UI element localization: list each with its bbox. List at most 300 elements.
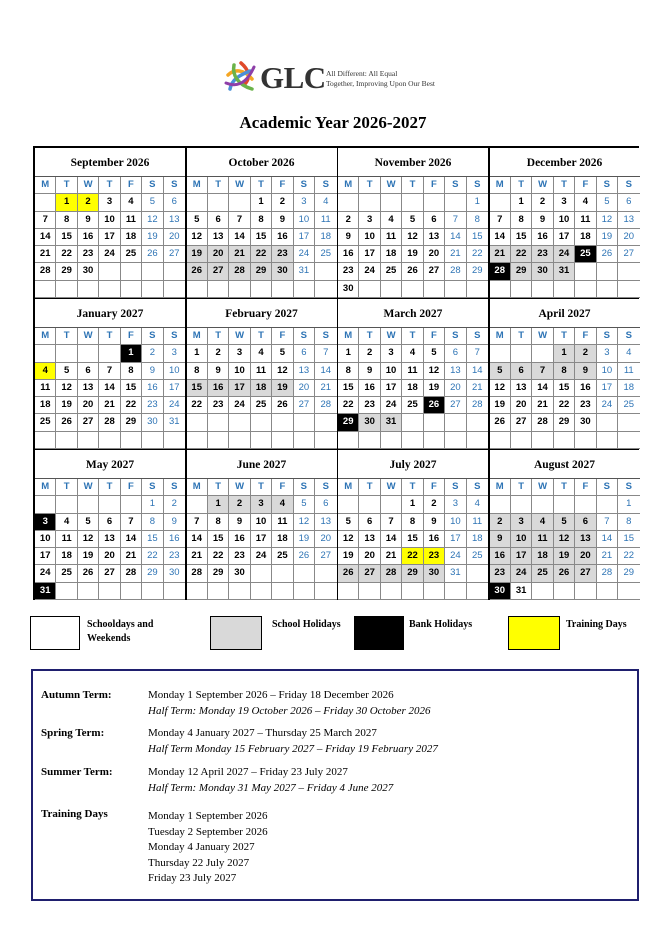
empty-cell xyxy=(251,565,272,582)
weekday-header: S xyxy=(294,177,315,194)
day-cell: 11 xyxy=(381,229,402,246)
day-cell: 8 xyxy=(467,212,488,229)
empty-cell xyxy=(99,583,120,600)
day-cell: 1 xyxy=(187,345,208,362)
empty-cell xyxy=(467,414,488,431)
day-cell: 23 xyxy=(208,397,229,414)
empty-cell xyxy=(78,583,99,600)
day-cell: 30 xyxy=(272,263,293,280)
empty-cell xyxy=(359,496,380,513)
day-cell: 3 xyxy=(229,345,250,362)
weekday-header: S xyxy=(445,177,466,194)
month-name: September 2026 xyxy=(70,157,150,169)
day-cell: 13 xyxy=(359,531,380,548)
weekday-header: M xyxy=(187,328,208,345)
empty-cell xyxy=(272,565,293,582)
day-cell: 3 xyxy=(35,514,56,531)
training-day: Tuesday 2 September 2026 xyxy=(148,825,268,838)
day-cell: 18 xyxy=(467,531,488,548)
training-day: Monday 4 January 2027 xyxy=(148,841,255,853)
day-cell: 6 xyxy=(511,363,532,380)
month-day-grid xyxy=(338,478,488,600)
day-cell: 29 xyxy=(402,565,423,582)
day-cell: 15 xyxy=(618,531,639,548)
day-cell: 25 xyxy=(121,246,142,263)
day-cell: 2 xyxy=(575,345,596,362)
weekday-header: F xyxy=(575,177,596,194)
empty-cell xyxy=(532,432,553,449)
day-cell: 27 xyxy=(78,414,99,431)
empty-cell xyxy=(251,414,272,431)
day-cell: 14 xyxy=(187,531,208,548)
empty-cell xyxy=(424,281,445,298)
month-calendar xyxy=(187,450,337,599)
empty-cell xyxy=(121,583,142,600)
day-cell: 9 xyxy=(142,363,163,380)
day-cell: 15 xyxy=(402,531,423,548)
day-cell: 16 xyxy=(359,380,380,397)
day-cell: 3 xyxy=(359,212,380,229)
day-cell: 30 xyxy=(532,263,553,280)
day-cell: 15 xyxy=(56,229,77,246)
weekday-header: W xyxy=(532,177,553,194)
day-cell: 12 xyxy=(294,514,315,531)
day-cell: 8 xyxy=(56,212,77,229)
weekday-header: F xyxy=(575,328,596,345)
weekday-header: S xyxy=(294,328,315,345)
empty-cell xyxy=(467,432,488,449)
weekday-header: T xyxy=(359,479,380,496)
day-cell: 2 xyxy=(490,514,511,531)
day-cell: 21 xyxy=(445,246,466,263)
month-calendar xyxy=(35,148,185,297)
day-cell: 19 xyxy=(490,397,511,414)
summer-term-label: Summer Term: xyxy=(41,766,113,778)
day-cell: 26 xyxy=(424,397,445,414)
day-cell: 24 xyxy=(229,397,250,414)
empty-cell xyxy=(187,583,208,600)
day-cell: 5 xyxy=(490,363,511,380)
day-cell: 21 xyxy=(229,246,250,263)
autumn-term-dates: Monday 1 September 2026 – Friday 18 December 2026 Half Term: Monday 19 October 2026 – Friday 30 October 2026 xyxy=(148,689,431,717)
day-cell: 22 xyxy=(251,246,272,263)
day-cell: 8 xyxy=(554,363,575,380)
empty-cell xyxy=(402,583,423,600)
day-cell: 11 xyxy=(121,212,142,229)
day-cell: 24 xyxy=(511,565,532,582)
day-cell: 15 xyxy=(187,380,208,397)
month-day-grid xyxy=(490,327,640,449)
day-cell: 23 xyxy=(532,246,553,263)
empty-cell xyxy=(575,263,596,280)
weekday-header: S xyxy=(445,328,466,345)
empty-cell xyxy=(490,432,511,449)
weekday-header: S xyxy=(164,328,185,345)
legend-swatch-training-days xyxy=(508,616,560,650)
day-cell: 11 xyxy=(575,212,596,229)
day-cell: 7 xyxy=(315,345,336,362)
month-day-grid xyxy=(490,478,640,600)
day-cell: 29 xyxy=(121,414,142,431)
day-cell: 25 xyxy=(381,263,402,280)
empty-cell xyxy=(35,345,56,362)
day-cell: 16 xyxy=(78,229,99,246)
empty-cell xyxy=(597,263,618,280)
day-cell: 17 xyxy=(99,229,120,246)
day-cell: 12 xyxy=(56,380,77,397)
weekday-header: W xyxy=(229,479,250,496)
day-cell: 30 xyxy=(424,565,445,582)
day-cell: 24 xyxy=(35,565,56,582)
day-cell: 8 xyxy=(618,514,639,531)
day-cell: 16 xyxy=(490,548,511,565)
day-cell: 4 xyxy=(35,363,56,380)
weekday-header: W xyxy=(229,177,250,194)
weekday-header: T xyxy=(554,177,575,194)
day-cell: 19 xyxy=(142,229,163,246)
training-day: Monday 1 September 2026 xyxy=(148,810,268,822)
day-cell: 1 xyxy=(402,496,423,513)
weekday-header: W xyxy=(229,328,250,345)
day-cell: 6 xyxy=(99,514,120,531)
weekday-header: S xyxy=(618,479,639,496)
day-cell: 30 xyxy=(142,414,163,431)
empty-cell xyxy=(315,432,336,449)
day-cell: 16 xyxy=(164,531,185,548)
month-name: December 2026 xyxy=(526,157,603,169)
weekday-header: T xyxy=(208,479,229,496)
day-cell: 5 xyxy=(78,514,99,531)
day-cell: 24 xyxy=(554,246,575,263)
empty-cell xyxy=(597,496,618,513)
day-cell: 18 xyxy=(532,548,553,565)
weekday-header: T xyxy=(99,177,120,194)
empty-cell xyxy=(315,281,336,298)
day-cell: 31 xyxy=(294,263,315,280)
day-cell: 30 xyxy=(164,565,185,582)
empty-cell xyxy=(467,583,488,600)
empty-cell xyxy=(554,583,575,600)
day-cell: 13 xyxy=(164,212,185,229)
day-cell: 12 xyxy=(78,531,99,548)
day-cell: 7 xyxy=(597,514,618,531)
day-cell: 23 xyxy=(490,565,511,582)
day-cell: 26 xyxy=(338,565,359,582)
weekday-header: F xyxy=(424,479,445,496)
day-cell: 26 xyxy=(56,414,77,431)
empty-cell xyxy=(445,414,466,431)
day-cell: 4 xyxy=(272,496,293,513)
day-cell: 21 xyxy=(532,397,553,414)
weekday-header: S xyxy=(315,479,336,496)
month-calendar xyxy=(338,148,488,297)
day-cell: 6 xyxy=(294,345,315,362)
day-cell: 22 xyxy=(338,397,359,414)
day-cell: 6 xyxy=(445,345,466,362)
empty-cell xyxy=(142,263,163,280)
empty-cell xyxy=(597,281,618,298)
day-cell: 5 xyxy=(424,345,445,362)
weekday-header: F xyxy=(121,328,142,345)
empty-cell xyxy=(618,432,639,449)
empty-cell xyxy=(272,281,293,298)
empty-cell xyxy=(532,583,553,600)
day-cell: 15 xyxy=(142,531,163,548)
weekday-header: F xyxy=(272,328,293,345)
day-cell: 24 xyxy=(164,397,185,414)
day-cell: 24 xyxy=(381,397,402,414)
day-cell: 22 xyxy=(208,548,229,565)
weekday-header: F xyxy=(424,328,445,345)
weekday-header: F xyxy=(121,479,142,496)
month-day-grid xyxy=(35,176,185,298)
empty-cell xyxy=(99,432,120,449)
empty-cell xyxy=(424,432,445,449)
weekday-header: M xyxy=(35,479,56,496)
day-cell: 13 xyxy=(424,229,445,246)
day-cell: 24 xyxy=(99,246,120,263)
day-cell: 18 xyxy=(56,548,77,565)
day-cell: 16 xyxy=(208,380,229,397)
day-cell: 20 xyxy=(511,397,532,414)
day-cell: 27 xyxy=(359,565,380,582)
day-cell: 11 xyxy=(467,514,488,531)
weekday-header: S xyxy=(445,479,466,496)
empty-cell xyxy=(164,432,185,449)
empty-cell xyxy=(294,414,315,431)
day-cell: 5 xyxy=(597,194,618,211)
month-name: April 2027 xyxy=(538,308,591,320)
month-name: October 2026 xyxy=(228,157,295,169)
day-cell: 8 xyxy=(208,514,229,531)
day-cell: 26 xyxy=(554,565,575,582)
empty-cell xyxy=(315,263,336,280)
day-cell: 11 xyxy=(402,363,423,380)
day-cell: 3 xyxy=(251,496,272,513)
empty-cell xyxy=(618,263,639,280)
day-cell: 17 xyxy=(511,548,532,565)
day-cell: 13 xyxy=(618,212,639,229)
empty-cell xyxy=(381,432,402,449)
day-cell: 12 xyxy=(554,531,575,548)
day-cell: 4 xyxy=(575,194,596,211)
day-cell: 27 xyxy=(424,263,445,280)
empty-cell xyxy=(359,583,380,600)
day-cell: 30 xyxy=(575,414,596,431)
day-cell: 5 xyxy=(187,212,208,229)
day-cell: 10 xyxy=(554,212,575,229)
day-cell: 3 xyxy=(511,514,532,531)
day-cell: 12 xyxy=(424,363,445,380)
empty-cell xyxy=(78,281,99,298)
empty-cell xyxy=(208,281,229,298)
month-day-grid xyxy=(187,327,337,449)
day-cell: 2 xyxy=(164,496,185,513)
empty-cell xyxy=(294,565,315,582)
day-cell: 30 xyxy=(338,281,359,298)
day-cell: 29 xyxy=(467,263,488,280)
day-cell: 13 xyxy=(511,380,532,397)
day-cell: 8 xyxy=(251,212,272,229)
day-cell: 18 xyxy=(381,246,402,263)
day-cell: 12 xyxy=(490,380,511,397)
day-cell: 31 xyxy=(511,583,532,600)
day-cell: 6 xyxy=(315,496,336,513)
day-cell: 16 xyxy=(142,380,163,397)
day-cell: 11 xyxy=(315,212,336,229)
month-name: February 2027 xyxy=(225,308,298,320)
day-cell: 14 xyxy=(532,380,553,397)
empty-cell xyxy=(78,496,99,513)
day-cell: 2 xyxy=(359,345,380,362)
month-name: August 2027 xyxy=(533,459,596,471)
day-cell: 22 xyxy=(467,246,488,263)
empty-cell xyxy=(315,565,336,582)
empty-cell xyxy=(338,432,359,449)
weekday-header: S xyxy=(597,177,618,194)
day-cell: 10 xyxy=(381,363,402,380)
empty-cell xyxy=(251,583,272,600)
empty-cell xyxy=(511,281,532,298)
weekday-header: W xyxy=(532,479,553,496)
day-cell: 11 xyxy=(251,363,272,380)
empty-cell xyxy=(445,432,466,449)
day-cell: 28 xyxy=(315,397,336,414)
weekday-header: M xyxy=(338,328,359,345)
day-cell: 19 xyxy=(402,246,423,263)
day-cell: 19 xyxy=(187,246,208,263)
day-cell: 6 xyxy=(359,514,380,531)
weekday-header: S xyxy=(294,479,315,496)
day-cell: 21 xyxy=(99,397,120,414)
month-calendar xyxy=(35,450,185,599)
day-cell: 4 xyxy=(467,496,488,513)
weekday-header: M xyxy=(338,479,359,496)
day-cell: 25 xyxy=(35,414,56,431)
month-calendar xyxy=(338,299,488,448)
day-cell: 23 xyxy=(164,548,185,565)
weekday-header: S xyxy=(142,479,163,496)
day-cell: 23 xyxy=(229,548,250,565)
empty-cell xyxy=(78,432,99,449)
day-cell: 21 xyxy=(35,246,56,263)
day-cell: 11 xyxy=(272,514,293,531)
empty-cell xyxy=(402,432,423,449)
day-cell: 8 xyxy=(142,514,163,531)
day-cell: 13 xyxy=(315,514,336,531)
empty-cell xyxy=(338,194,359,211)
weekday-header: F xyxy=(575,479,596,496)
day-cell: 24 xyxy=(251,548,272,565)
weekday-header: M xyxy=(490,479,511,496)
day-cell: 27 xyxy=(99,565,120,582)
empty-cell xyxy=(35,194,56,211)
day-cell: 19 xyxy=(424,380,445,397)
day-cell: 16 xyxy=(424,531,445,548)
training-days-list xyxy=(148,809,268,887)
school-logo xyxy=(222,59,462,99)
day-cell: 8 xyxy=(402,514,423,531)
empty-cell xyxy=(56,345,77,362)
empty-cell xyxy=(597,414,618,431)
day-cell: 14 xyxy=(490,229,511,246)
day-cell: 16 xyxy=(532,229,553,246)
day-cell: 12 xyxy=(338,531,359,548)
day-cell: 2 xyxy=(424,496,445,513)
day-cell: 21 xyxy=(597,548,618,565)
day-cell: 26 xyxy=(294,548,315,565)
day-cell: 1 xyxy=(121,345,142,362)
day-cell: 5 xyxy=(142,194,163,211)
day-cell: 14 xyxy=(445,229,466,246)
spring-term-dates: Monday 4 January 2027 – Thursday 25 March 2027 Half Term Monday 15 February 2027 – Friday 19 February 2027 xyxy=(148,727,438,755)
day-cell: 5 xyxy=(56,363,77,380)
day-cell: 25 xyxy=(575,246,596,263)
empty-cell xyxy=(121,263,142,280)
day-cell: 7 xyxy=(99,363,120,380)
empty-cell xyxy=(56,281,77,298)
day-cell: 12 xyxy=(597,212,618,229)
empty-cell xyxy=(490,194,511,211)
day-cell: 4 xyxy=(532,514,553,531)
day-cell: 14 xyxy=(99,380,120,397)
day-cell: 12 xyxy=(402,229,423,246)
logo-swirl-icon xyxy=(222,59,260,97)
day-cell: 28 xyxy=(532,414,553,431)
day-cell: 18 xyxy=(315,229,336,246)
weekday-header: W xyxy=(381,177,402,194)
day-cell: 24 xyxy=(359,263,380,280)
spring-term-label: Spring Term: xyxy=(41,727,105,739)
day-cell: 10 xyxy=(359,229,380,246)
day-cell: 18 xyxy=(402,380,423,397)
day-cell: 6 xyxy=(575,514,596,531)
empty-cell xyxy=(402,414,423,431)
day-cell: 24 xyxy=(445,548,466,565)
month-day-grid xyxy=(35,478,185,600)
empty-cell xyxy=(294,281,315,298)
day-cell: 14 xyxy=(121,531,142,548)
empty-cell xyxy=(402,281,423,298)
month-name: May 2027 xyxy=(85,459,135,471)
weekday-header: S xyxy=(142,177,163,194)
day-cell: 26 xyxy=(187,263,208,280)
day-cell: 5 xyxy=(402,212,423,229)
day-cell: 13 xyxy=(99,531,120,548)
day-cell: 19 xyxy=(597,229,618,246)
day-cell: 17 xyxy=(445,531,466,548)
empty-cell xyxy=(315,414,336,431)
month-name: March 2027 xyxy=(383,308,443,320)
day-cell: 20 xyxy=(424,246,445,263)
empty-cell xyxy=(229,414,250,431)
weekday-header: S xyxy=(315,328,336,345)
day-cell: 7 xyxy=(532,363,553,380)
weekday-header: S xyxy=(597,479,618,496)
day-cell: 21 xyxy=(315,380,336,397)
day-cell: 28 xyxy=(597,565,618,582)
weekday-header: T xyxy=(511,479,532,496)
day-cell: 17 xyxy=(554,229,575,246)
empty-cell xyxy=(359,194,380,211)
day-cell: 18 xyxy=(618,380,639,397)
day-cell: 12 xyxy=(187,229,208,246)
day-cell: 8 xyxy=(187,363,208,380)
weekday-header: T xyxy=(56,479,77,496)
month-name: November 2026 xyxy=(374,157,452,169)
day-cell: 23 xyxy=(78,246,99,263)
empty-cell xyxy=(121,432,142,449)
